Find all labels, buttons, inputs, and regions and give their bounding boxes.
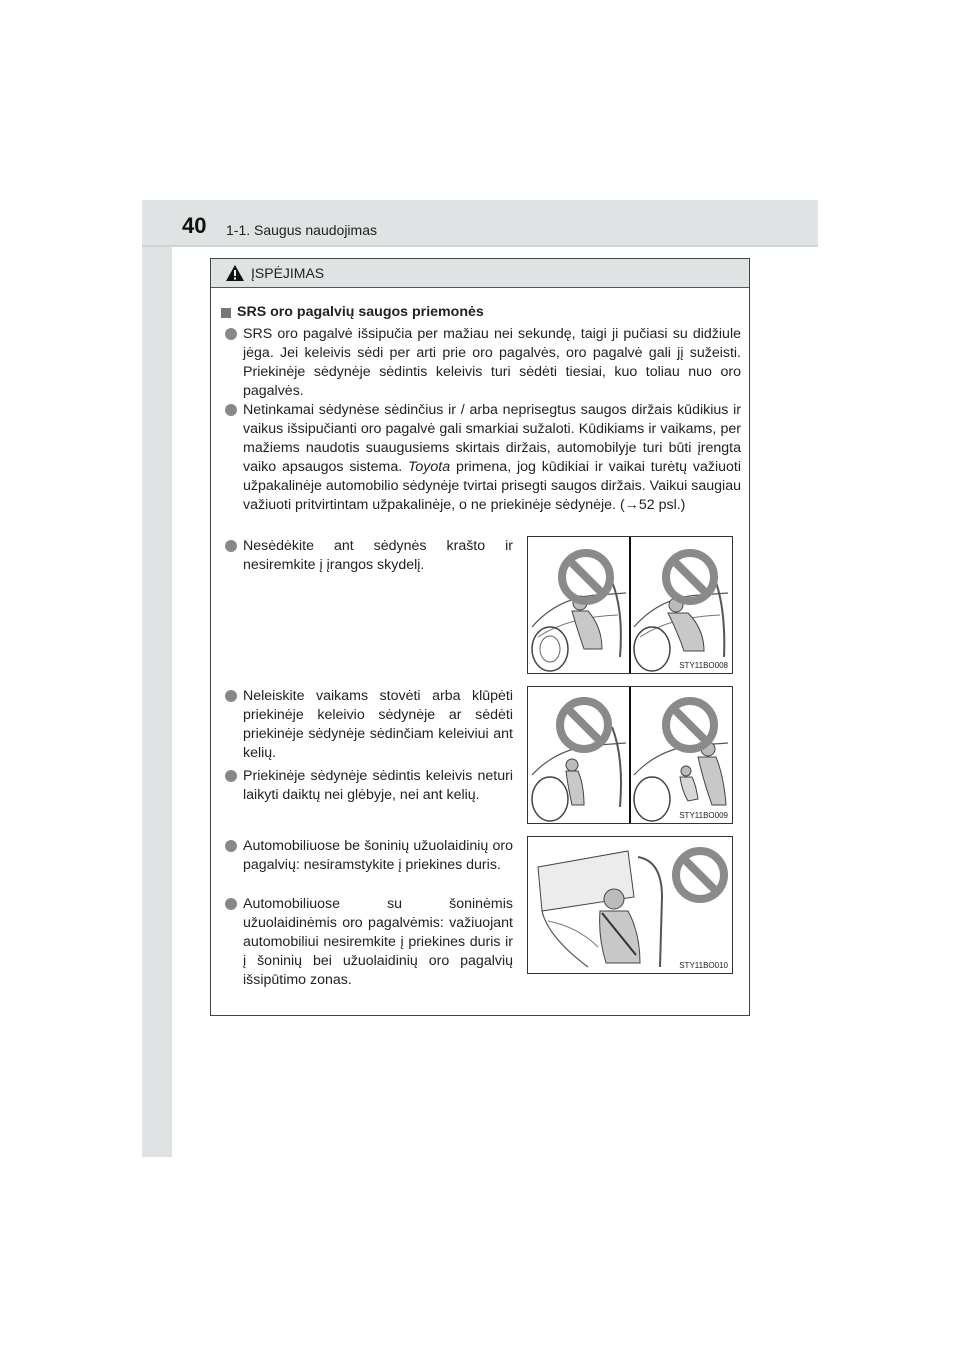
- paragraph-text: [243, 401, 741, 515]
- paragraph-text: SRS oro pagalvė išsipučia per mažiau nei sekundę, taigi ji pučiasi su didžiule jėga. Jei keleivis sėdi per arti prie oro pagalvės, oro pagalvė gali jį sužeisti. Priekinėje sėdynėje sėdintis keleivis turi sėdėti tiesiai, kuo toliau nuo oro pagalvės.: [243, 326, 741, 399]
- circle-bullet-icon: [225, 404, 237, 416]
- brand-name: Toyota: [408, 459, 451, 475]
- prohibition-sign-icon: [666, 701, 714, 749]
- paragraph-text-part: Netinkamai sėdynėse sėdinčius ir / arba neprisegtus saugos diržais kūdikius ir vaikus išsipučianti oro pagalvė gali smarkiai sužaloti. Kūdikiams ir vaikams, per mažiems naudotis suaugusiems skirtais diržais, automobilyje turi būti įrengta vaiko apsaugos sistema.: [243, 402, 741, 475]
- list-item: [225, 401, 741, 515]
- warning-heading-text: SRS oro pagalvių saugos priemonės: [237, 304, 484, 320]
- circle-bullet-icon: [225, 840, 237, 852]
- prohibition-sign-icon: [562, 553, 610, 601]
- warning-label: ĮSPĖJIMAS: [251, 265, 325, 281]
- warning-triangle-icon: [225, 264, 245, 282]
- illustration: [528, 687, 732, 823]
- header-divider: [142, 245, 818, 247]
- circle-bullet-icon: [225, 898, 237, 910]
- warning-heading: [221, 303, 484, 322]
- side-band: [142, 200, 172, 1157]
- warning-box: [210, 258, 750, 1016]
- paragraph-text: Priekinėje sėdynėje sėdintis keleivis neturi laikyti daiktų nei glėbyje, nei ant kelių.: [243, 768, 513, 803]
- list-item: [225, 537, 513, 575]
- page-number: 40: [182, 213, 207, 238]
- paragraph-text: Automobiliuose su šoninėmis užuolaidinėmis oro pagalvėmis: važiuojant automobiliui nesiremkite į priekines duris ir į šoninių bei užuolaidinių oro pagalvių išsipūtimo zonas.: [243, 896, 513, 988]
- paragraph-text: Nesėdėkite ant sėdynės krašto ir nesiremkite į įrangos skydelį.: [243, 538, 513, 573]
- illustration-child-in-front-seat: [527, 686, 733, 824]
- figure-code: STY11BO009: [679, 811, 728, 820]
- prohibition-sign-icon: [676, 851, 724, 899]
- list-item: [225, 837, 513, 875]
- illustration: [528, 837, 732, 973]
- section-title: 1-1. Saugus naudojimas: [226, 222, 377, 238]
- circle-bullet-icon: [225, 690, 237, 702]
- prohibition-sign-icon: [560, 701, 608, 749]
- paragraph-text: Automobiliuose be šoninių užuolaidinių oro pagalvių: nesiramstykite į priekines duris.: [243, 838, 513, 873]
- illustration-sitting-on-edge: [527, 536, 733, 674]
- paragraph-text: Neleiskite vaikams stovėti arba klūpėti priekinėje keleivio sėdynėje ar sėdėti priekinėje sėdynėje sėdinčiam keleiviui ant kelių.: [243, 688, 513, 761]
- figure-code: STY11BO010: [679, 961, 728, 970]
- prohibition-sign-icon: [666, 553, 714, 601]
- circle-bullet-icon: [225, 770, 237, 782]
- list-item: [225, 895, 513, 990]
- list-item: [225, 767, 513, 805]
- illustration: [528, 537, 732, 673]
- paragraph-text-part: primena, jog kūdikiai ir vaikai turėtų važiuoti užpakalinėje automobilio sėdynėje tvirtai prisegti saugos diržais. Vaikui saugiau važiuoti pritvirtintam užpakalinėje, o ne priekinėje sėdynėje. (→52 psl.): [243, 459, 741, 513]
- square-bullet-icon: [221, 308, 231, 318]
- circle-bullet-icon: [225, 540, 237, 552]
- warning-header: [211, 259, 749, 288]
- list-item: [225, 687, 513, 763]
- circle-bullet-icon: [225, 328, 237, 340]
- list-item: [225, 325, 741, 401]
- illustration-leaning-on-door: [527, 836, 733, 974]
- figure-code: STY11BO008: [679, 661, 728, 670]
